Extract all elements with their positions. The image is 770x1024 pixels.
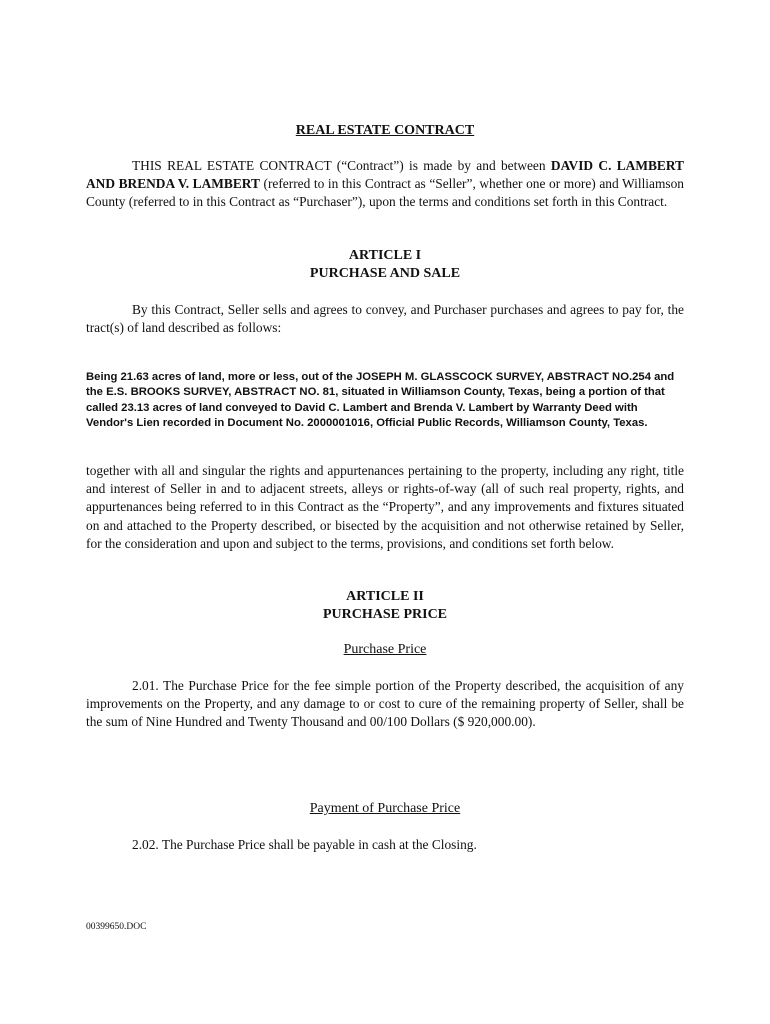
article-1-paragraph: By this Contract, Seller sells and agrees to convey, and Purchaser purchases and agrees to pay for, the tract(s) of land described as follows: xyxy=(86,302,684,336)
payment-title: Payment of Purchase Price xyxy=(309,801,461,816)
article-1-subheading: PURCHASE AND SALE xyxy=(309,266,461,281)
article-2-subheading: PURCHASE PRICE xyxy=(322,607,448,622)
purchase-price-title: Purchase Price xyxy=(343,642,427,657)
seller-names: DAVID C. LAMBERT AND BRENDA V. LAMBERT xyxy=(86,158,684,192)
document-title: REAL ESTATE CONTRACT xyxy=(295,123,475,138)
section-2-01: 2.01. The Purchase Price for the fee simple portion of the Property described, the acquisition of any improvements on the Property, and any damage to or cost to cure of the remaining property of Seller, shall be the sum of Nine Hundred and Twenty Thousand and 00/100 Dollars ($ 920,000.00). xyxy=(86,678,684,730)
intro-text-1: THIS REAL ESTATE CONTRACT (“Contract”) is made by and between xyxy=(132,158,551,173)
appurtenances-paragraph: together with all and singular the rights and appurtenances pertaining to the property, including any right, title and interest of Seller in and to adjacent streets, alleys or rights-of-way (all of such real property, rights, and appurtenances being referred to in this Contract as the “Property”, and any improvements and fixtures situated on and attached to the Property described, or bisected by the acquisition and not otherwise retained by Seller, for the consideration and upon and subject to the terms, provisions, and conditions set forth below. xyxy=(86,463,684,551)
intro-text-2: (referred to in this Contract as “Seller”, whether one or more) and Williamson County (referred to in this Contract as “Purchaser”), upon the terms and conditions set forth in this Contract. xyxy=(86,176,684,210)
article-1-heading: ARTICLE I xyxy=(348,248,422,263)
article-2-heading: ARTICLE II xyxy=(346,589,424,604)
document-footer: 00399650.DOC xyxy=(86,922,147,932)
intro-paragraph xyxy=(86,157,684,212)
legal-description: Being 21.63 acres of land, more or less, out of the JOSEPH M. GLASSCOCK SURVEY, ABSTRACT NO.254 and the E.S. BROOKS SURVEY, ABSTRACT NO. 81, situated in Williamson County, Texas, being a portion of that called 23.13 acres of land conveyed to David C. Lambert and Brenda V. Lambert by Warranty Deed with Vendor's Lien recorded in Document No. 2000001016, Official Public Records, Williamson County, Texas. xyxy=(86,371,675,429)
section-2-02: 2.02. The Purchase Price shall be payable in cash at the Closing. xyxy=(132,837,477,852)
